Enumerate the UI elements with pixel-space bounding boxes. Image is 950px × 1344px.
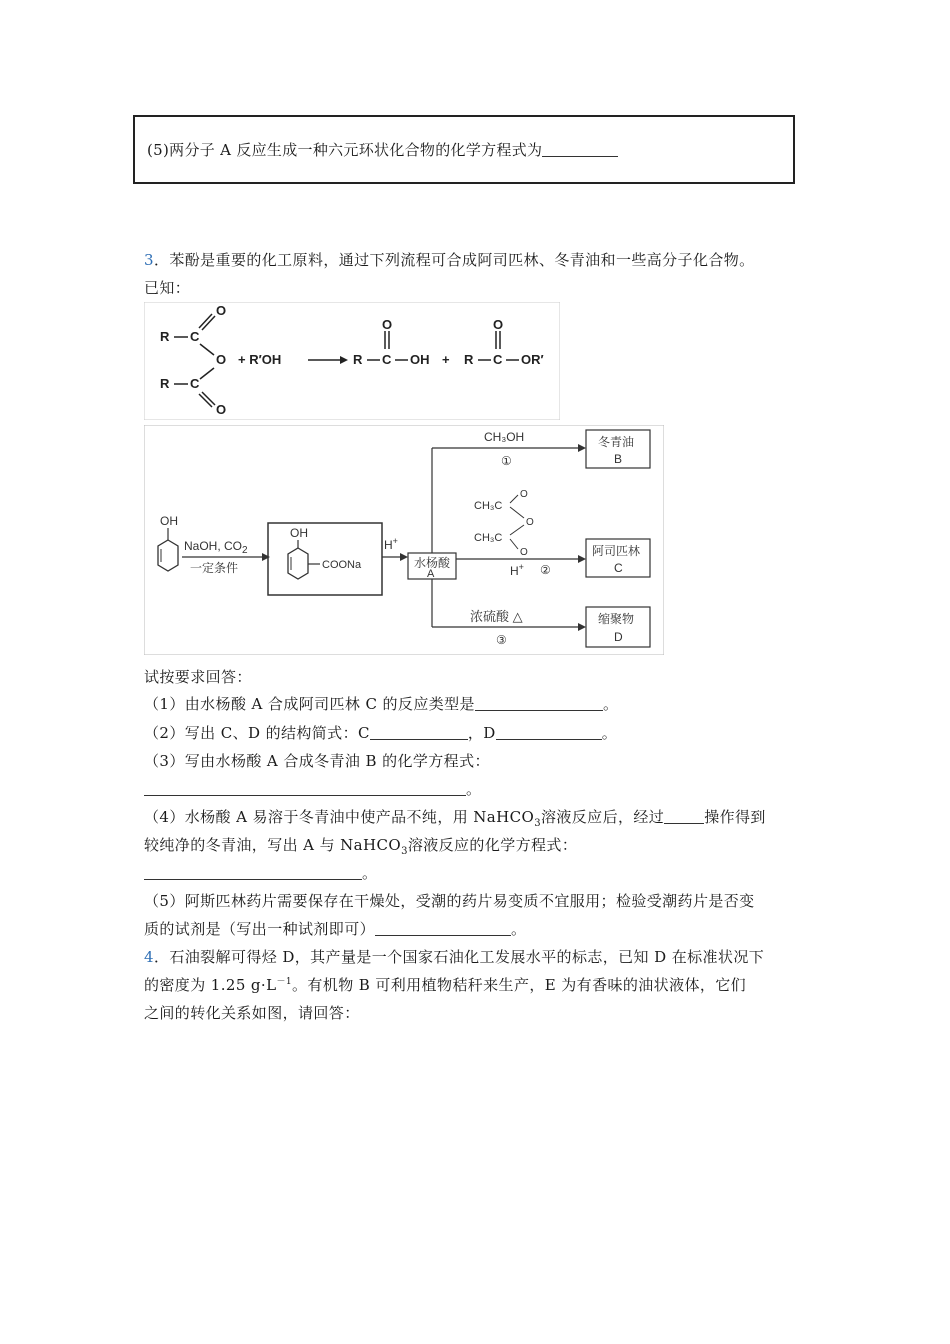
q3-number: 3 bbox=[144, 251, 154, 269]
product-plus: + bbox=[442, 352, 450, 367]
anhydride-top-label: CH₃C bbox=[474, 500, 503, 512]
anhydride-bottom-label: CH₃C bbox=[474, 532, 503, 544]
q3-s3-answer-line: 。 bbox=[144, 778, 481, 799]
q3-s4-line1: （4）水杨酸 A 易溶于冬青油中使产品不纯，用 NaHCO$_3$溶液反应后，经过 操作得到 bbox=[144, 808, 766, 829]
s1-answer-blank[interactable] bbox=[475, 695, 603, 711]
product-ester-or: OR′ bbox=[521, 352, 544, 367]
product-acid-o: O bbox=[382, 317, 393, 332]
reagent-alcohol: + R′OH bbox=[238, 352, 282, 367]
step1-condition: 一定条件 bbox=[190, 561, 239, 575]
q3-s5-line2: 质的试剂是（写出一种试剂即可） 。 bbox=[144, 920, 527, 938]
anhydride-o-top: O bbox=[216, 303, 227, 318]
r3-number: ③ bbox=[496, 633, 507, 647]
box-question-text bbox=[147, 139, 618, 160]
q3-s4-line2: 较纯净的冬青油，写出 A 与 NaHCO$_3$溶液反应的化学方程式： bbox=[144, 836, 578, 857]
q3-intro-line1 bbox=[144, 249, 755, 270]
r2-condition: H+ bbox=[510, 562, 524, 578]
answer-blank[interactable] bbox=[542, 141, 618, 157]
q4-number: 4 bbox=[144, 948, 154, 966]
q3-s5-line1: （5）阿斯匹林药片需要保存在干燥处，受潮的药片易变质不宜服用；检验受潮药片是否变 bbox=[144, 892, 755, 910]
product-acid-c: C bbox=[382, 352, 392, 367]
r3-reagent: 浓硫酸 △ bbox=[470, 609, 523, 624]
r1-reagent: CH₃OH bbox=[484, 430, 525, 444]
a-label-name: 水杨酸 bbox=[414, 556, 451, 570]
known-reaction-figure bbox=[144, 302, 560, 420]
product-acid-r: R bbox=[353, 352, 363, 367]
anhydride-c-top: C bbox=[190, 329, 200, 344]
acidify-label: H+ bbox=[384, 536, 398, 552]
anhydride-o-bridge: O bbox=[216, 352, 227, 367]
product-acid-oh: OH bbox=[410, 352, 430, 367]
c-label-name: 阿司匹林 bbox=[592, 544, 641, 558]
anhydride-o1: O bbox=[520, 489, 528, 500]
b-label-name: 冬青油 bbox=[598, 435, 635, 449]
r2-number: ② bbox=[540, 563, 551, 577]
s5-answer-blank[interactable] bbox=[375, 920, 511, 936]
anhydride-o2: O bbox=[526, 517, 534, 528]
b-label-letter: B bbox=[614, 452, 623, 466]
phenol-oh-label: OH bbox=[160, 514, 178, 528]
q3-ask: 试按要求回答： bbox=[144, 668, 252, 686]
previous-question-box bbox=[133, 115, 795, 184]
step1-reagent: NaOH, $CO_2$ bbox=[184, 539, 248, 556]
anhydride-r-top: R bbox=[160, 329, 170, 344]
s2-d-answer-blank[interactable] bbox=[496, 724, 602, 740]
q3-intro-text: ．苯酚是重要的化工原料，通过下列流程可合成阿司匹林、冬青油和一些高分子化合物。 bbox=[153, 251, 755, 269]
q4-line1: 4．石油裂解可得烃 D，其产量是一个国家石油化工发展水平的标志，已知 D 在标准状况下 bbox=[144, 948, 765, 966]
q3-s2: （2）写出 C、D 的结构简式：C ，D 。 bbox=[144, 724, 618, 742]
q3-s3: （3）写由水杨酸 A 合成冬青油 B 的化学方程式： bbox=[144, 752, 490, 770]
s4-equation-blank[interactable] bbox=[144, 864, 362, 880]
anhydride-r-bottom: R bbox=[160, 376, 170, 391]
anhydride-o-bottom: O bbox=[216, 402, 227, 417]
q3-s1: （1）由水杨酸 A 合成阿司匹林 C 的反应类型是 。 bbox=[144, 695, 619, 713]
intermediate-coona-label: COONa bbox=[322, 559, 362, 571]
q4-line2: 的密度为 1.25 $g\cdot L^{-1}$。有机物 B 可利用植物秸秆来生产，E 为有香味的油状液体，它们 bbox=[144, 976, 747, 994]
anhydride-c-bottom: C bbox=[190, 376, 200, 391]
d-label-name: 缩聚物 bbox=[598, 612, 635, 626]
box-question-label: (5)两分子 A 反应生成一种六元环状化合物的化学方程式为 bbox=[147, 141, 543, 159]
q4-line3: 之间的转化关系如图，请回答： bbox=[144, 1004, 360, 1022]
c-label-letter: C bbox=[614, 561, 623, 575]
d-label-letter: D bbox=[614, 630, 623, 644]
q3-intro-line2: 已知： bbox=[144, 279, 191, 297]
product-ester-r: R bbox=[464, 352, 474, 367]
synthesis-flow-figure bbox=[144, 425, 664, 655]
s3-answer-blank[interactable] bbox=[144, 780, 466, 796]
a-label-letter: A bbox=[427, 568, 435, 580]
s4-operation-blank[interactable] bbox=[664, 808, 704, 824]
s2-c-answer-blank[interactable] bbox=[370, 724, 468, 740]
r1-number: ① bbox=[501, 454, 512, 468]
product-ester-o: O bbox=[493, 317, 504, 332]
intermediate-oh-label: OH bbox=[290, 526, 308, 540]
q3-s4-answer-line: 。 bbox=[144, 862, 377, 883]
anhydride-o3: O bbox=[520, 547, 528, 558]
product-ester-c: C bbox=[493, 352, 503, 367]
